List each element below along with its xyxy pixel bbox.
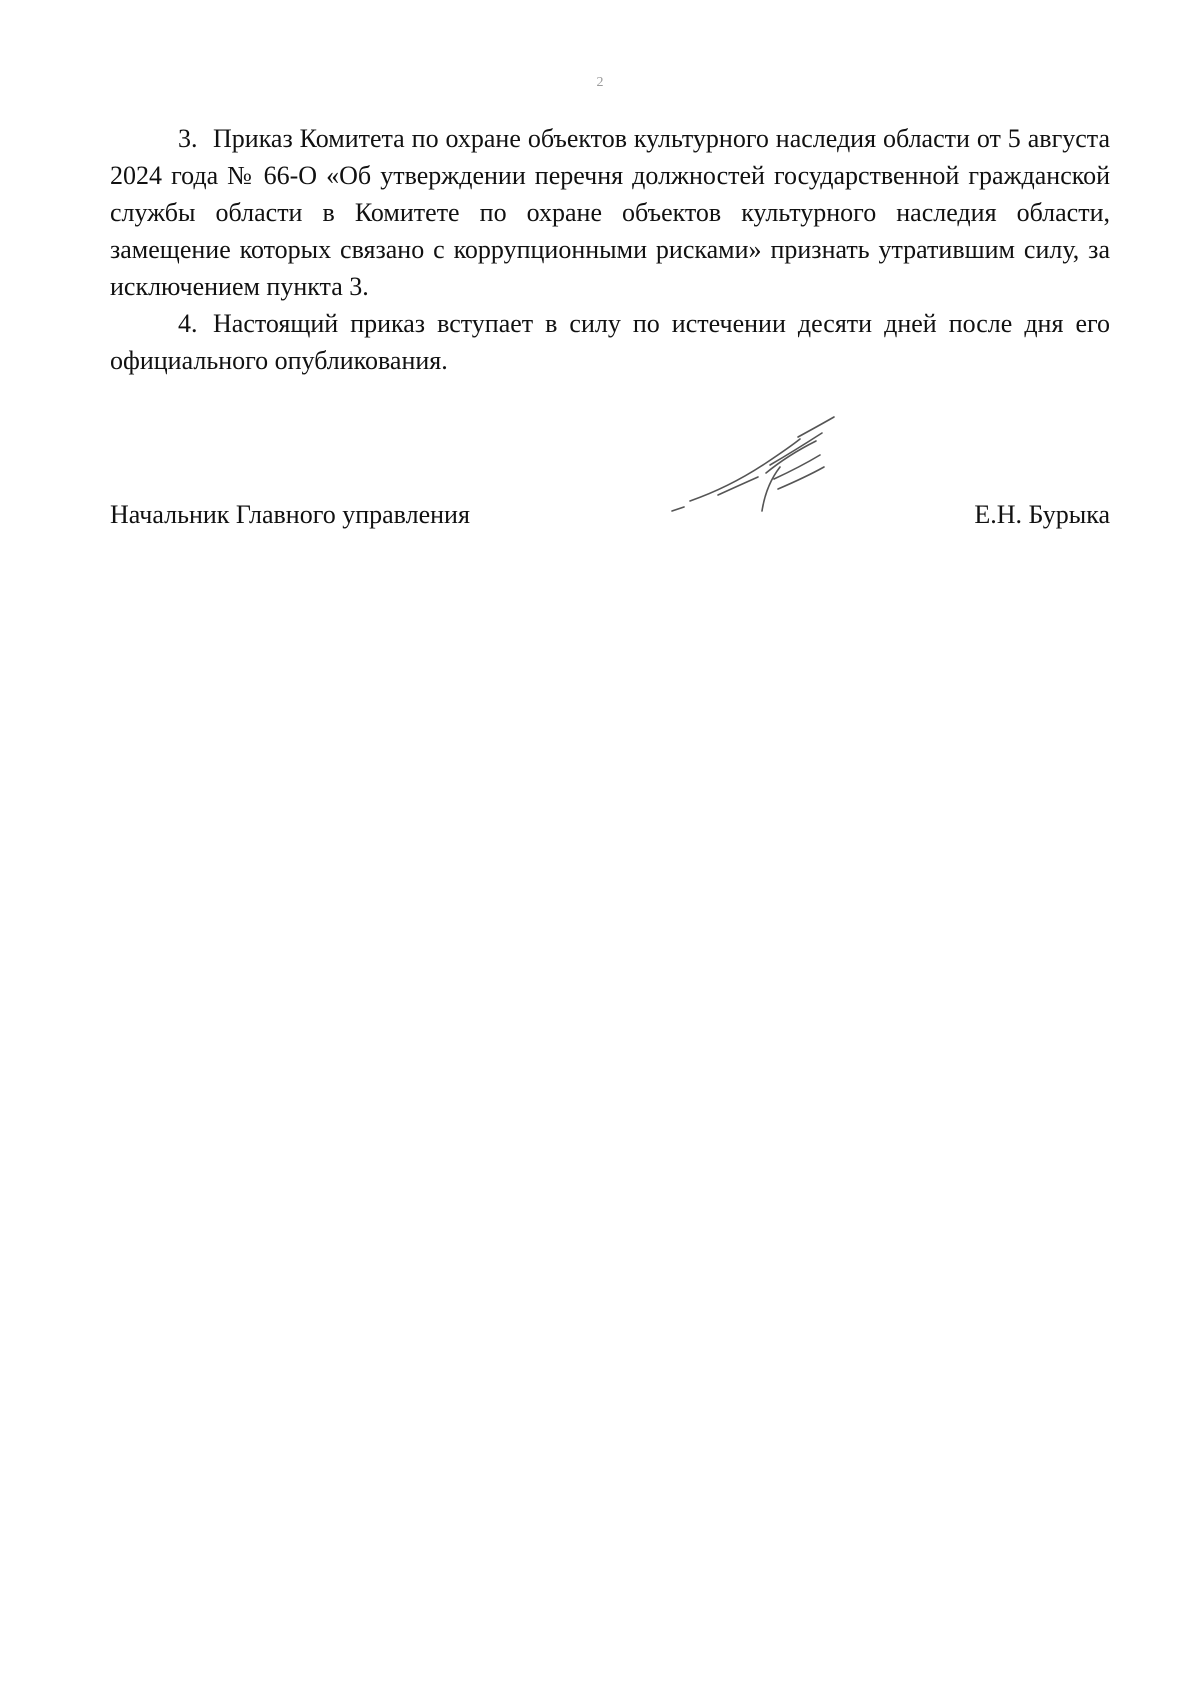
paragraph-4 [110, 305, 1110, 379]
paragraph-number: 3. [178, 124, 198, 153]
signer-name: Е.Н. Бурыка [974, 500, 1110, 529]
document-body [110, 120, 1110, 379]
signer-title: Начальник Главного управления [110, 500, 470, 529]
paragraph-text: Настоящий приказ вступает в силу по истечении десяти дней после дня его официального опубликования. [110, 309, 1110, 375]
signature-block [110, 496, 1110, 536]
paragraph-3 [110, 120, 1110, 305]
paragraph-number: 4. [178, 309, 198, 338]
page-number: 2 [596, 75, 604, 90]
paragraph-text: Приказ Комитета по охране объектов культурного наследия области от 5 августа 2024 года № 66-О «Об утверждении перечня должностей государственной гражданской службы области в Комитете по охране объектов культурного наследия области, замещение которых связано с коррупционными рисками» признать утратившим силу, за исключением пункта 3. [110, 124, 1110, 301]
